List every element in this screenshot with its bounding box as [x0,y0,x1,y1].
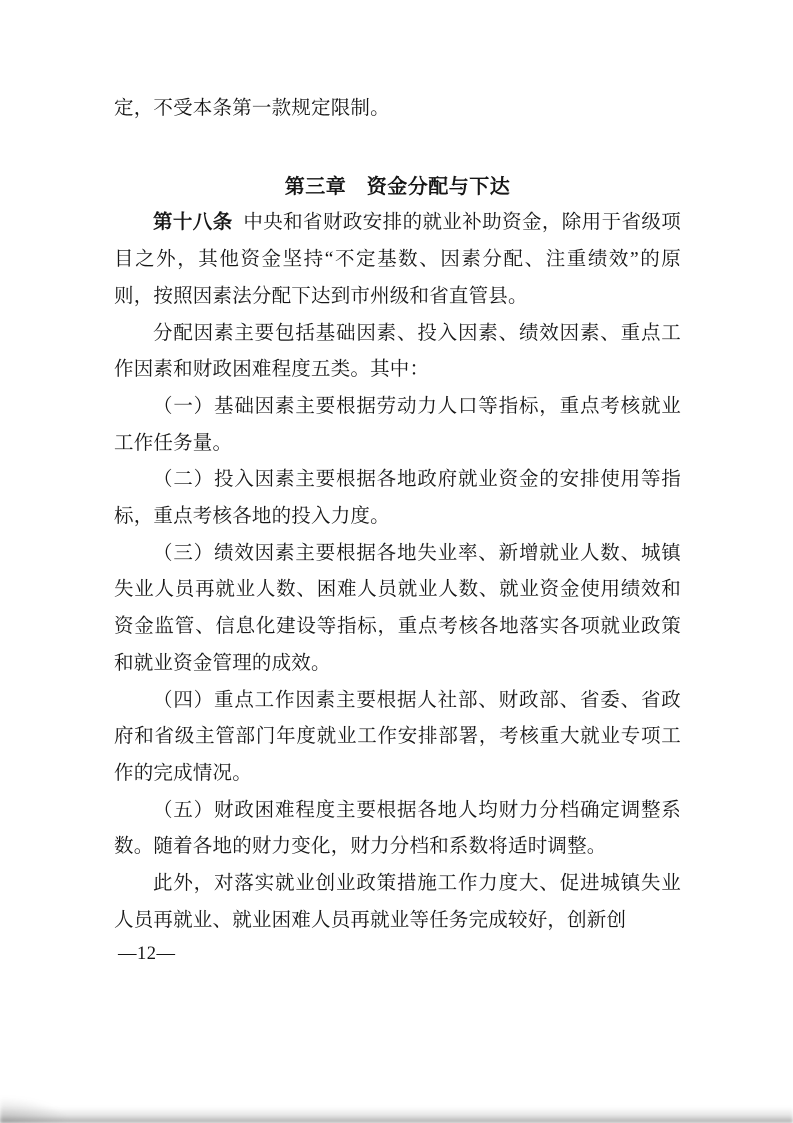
article-number: 第十八条 [153,212,233,234]
document-body [114,91,681,939]
scan-edge-corner-artifact [0,1097,70,1123]
scan-edge-bottom-artifact [0,1107,793,1123]
paragraph-closing: 此外，对落实就业创业政策措施工作力度大、促进城镇失业人员再就业、就业困难人员再就业等任务完成较好，创新创 [114,873,681,931]
paragraph-item-1: （一）基础因素主要根据劳动力人口等指标，重点考核就业工作任务量。 [114,395,681,454]
page-number: —12— [118,944,176,964]
paragraph-item-5: （五）财政困难程度主要根据各地人均财力分档确定调整系数。随着各地的财力变化，财力分档和系数将适时调整。 [114,799,681,858]
paragraph-allocation-factors: 分配因素主要包括基础因素、投入因素、绩效因素、重点工作因素和财政困难程度五类。其中： [114,322,681,381]
chapter-heading: 第三章 资金分配与下达 [284,175,511,198]
article-text: 中央和省财政安排的就业补助资金，除用于省级项目之外，其他资金坚持“不定基数、因素分配、注重绩效”的原则，按照因素法分配下达到市州级和省直管县。 [114,212,681,307]
paragraph-item-3: （三）绩效因素主要根据各地失业率、新增就业人数、城镇失业人员再就业人数、困难人员就业人数、就业资金使用绩效和资金监管、信息化建设等指标，重点考核各地落实各项就业政策和就业资金管理的成效。 [114,542,681,674]
paragraph-item-4: （四）重点工作因素主要根据人社部、财政部、省委、省政府和省级主管部门年度就业工作安排部署，考核重大就业专项工作的完成情况。 [114,689,681,784]
article-18-paragraph [114,205,681,315]
paragraph-item-2: （二）投入因素主要根据各地政府就业资金的安排使用等指标，重点考核各地的投入力度。 [114,469,681,528]
continuation-line: 定，不受本条第一款规定限制。 [114,98,390,119]
